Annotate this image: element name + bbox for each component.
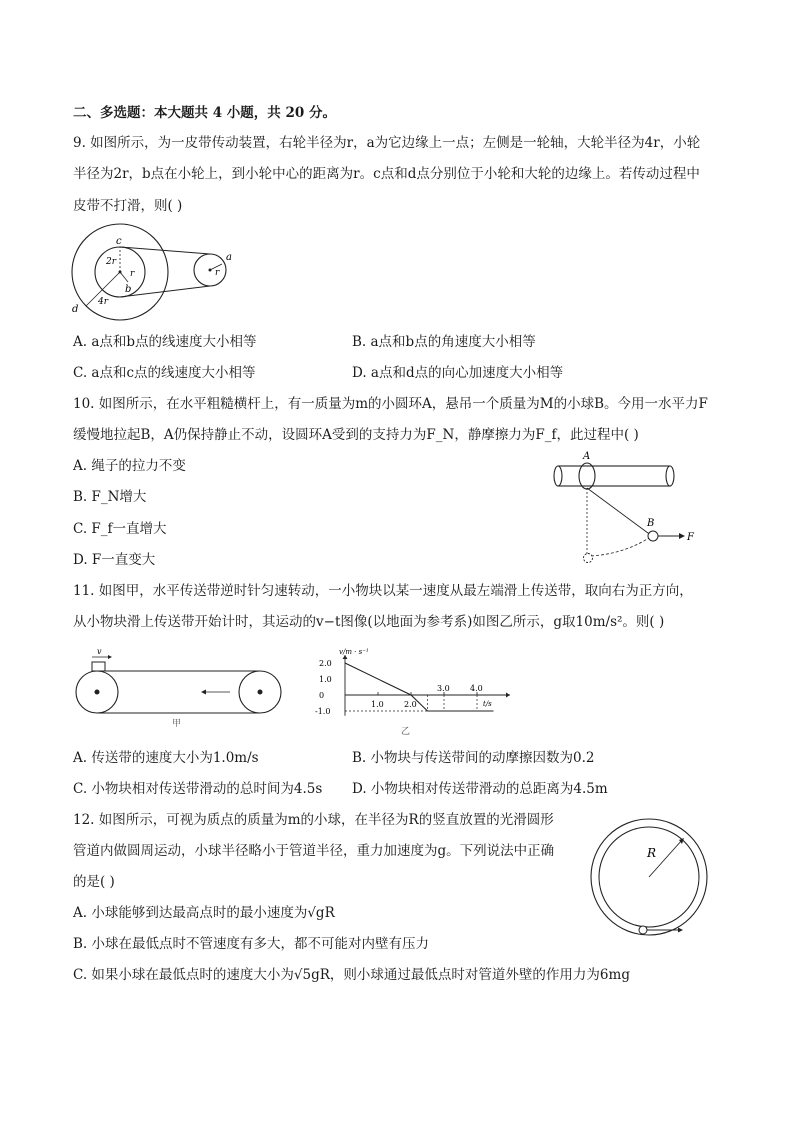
- fig9-label-2r: 2r: [106, 257, 117, 267]
- q11-stem-line-1: 11. 如图甲，水平传送带逆时针匀速转动，一小物块以某一速度从最左端滑上传送带，取向右为正方向，: [73, 583, 693, 599]
- chart-y-label: v/m · s⁻¹: [339, 648, 369, 656]
- q10-stem-line-2: 缓慢地拉起B，A仍保持静止不动，设圆环A受到的支持力为F_N，静摩擦力为F_f，此过程中( ): [73, 427, 639, 443]
- q12-circular-tube-figure: [583, 820, 728, 940]
- fig9-label-d: d: [72, 304, 79, 315]
- chart-y-tick-label: 0: [319, 691, 325, 700]
- q9-option-a: A. a点和b点的线速度大小相等: [73, 334, 257, 350]
- fig12-label-r: R: [647, 846, 657, 860]
- q12-stem-line-2: 管道内做圆周运动，小球半径略小于管道半径，重力加速度为g。下列说法中正确: [73, 843, 555, 859]
- q10-option-b: B. F_N增大: [73, 489, 147, 505]
- q10-stem-line-1: 10. 如图所示，在水平粗糙横杆上，有一质量为m的小圆环A，悬吊一个质量为M的小球B。今用一水平力F: [73, 396, 708, 412]
- chart-y-tick-label: 2.0: [319, 659, 332, 668]
- section-title: 二、多选题：本大题共 4 小题，共 20 分。: [73, 105, 336, 121]
- fig9-label-4r: 4r: [98, 297, 109, 307]
- fig11a-caption: 甲: [172, 719, 182, 729]
- q10-option-d: D. F一直变大: [73, 552, 156, 568]
- fig9-label-r: r: [130, 269, 135, 279]
- q11-conveyor-figure: [72, 648, 287, 728]
- q9-option-d: D. a点和d点的向心加速度大小相等: [352, 365, 564, 381]
- q9-option-c: C. a点和c点的线速度大小相等: [73, 365, 256, 381]
- chart-x-tick-label: 2.0: [404, 700, 417, 709]
- q10-ring-rod-figure: [553, 446, 703, 566]
- q9-stem-line-2: 半径为2r，b点在小轮上，到小轮中心的距离为r。c点和d点分别位于小轮和大轮的边缘上。若传动过程中: [73, 166, 700, 182]
- q12-option-b: B. 小球在最低点时不管速度有多大，都不可能对内壁有压力: [73, 936, 430, 952]
- fig9-label-a: a: [226, 252, 232, 263]
- chart-x-tick-label: 1.0: [371, 700, 384, 709]
- fig10-label-f: F: [687, 532, 694, 543]
- q11-option-c: C. 小物块相对传送带滑动的总时间为4.5s: [73, 781, 323, 797]
- q12-option-c: C. 如果小球在最低点时的速度大小为√5gR，则小球通过最低点时对管道外壁的作用力为6mg: [73, 967, 630, 983]
- fig9-label-b: b: [125, 284, 132, 295]
- fig11a-label-v: v: [97, 647, 102, 656]
- q12-stem-line-3: 的是( ): [73, 874, 115, 890]
- q12-option-a: A. 小球能够到达最高点时的最小速度为√gR: [73, 905, 335, 921]
- fig9-label-ra: r: [215, 268, 220, 278]
- q11-option-b: B. 小物块与传送带间的动摩擦因数为0.2: [352, 750, 595, 766]
- fig10-label-a: A: [583, 451, 591, 462]
- chart-y-tick-label: -1.0: [315, 707, 331, 716]
- q9-stem-line-3: 皮带不打滑，则( ): [73, 198, 183, 214]
- fig10-label-b: B: [647, 518, 655, 529]
- q9-belt-wheel-figure: [68, 232, 238, 317]
- q11-vt-chart: [313, 646, 503, 738]
- chart-x-arrow: [506, 693, 510, 698]
- chart-x-label: t/s: [483, 700, 492, 708]
- q10-option-a: A. 绳子的拉力不变: [73, 458, 186, 474]
- q12-stem-line-1: 12. 如图所示，可视为质点的质量为m的小球，在半径为R的竖直放置的光滑圆形: [73, 812, 554, 828]
- chart-x-tick-label: 4.0: [470, 684, 483, 693]
- q11-option-d: D. 小物块相对传送带滑动的总距离为4.5m: [352, 781, 608, 797]
- q10-option-c: C. F_f一直增大: [73, 521, 167, 537]
- q9-stem-line-1: 9. 如图所示，为一皮带传动装置，右轮半径为r，a为它边缘上一点；左侧是一轮轴，大轮半径为4r，小轮: [73, 135, 701, 151]
- q11-option-a: A. 传送带的速度大小为1.0m/s: [73, 750, 259, 766]
- fig9-label-c: c: [116, 236, 122, 247]
- chart-y-tick-label: 1.0: [319, 675, 332, 684]
- q11-stem-line-2: 从小物块滑上传送带开始计时，其运动的v−t图像(以地面为参考系)如图乙所示，g取10m/s²。则( ): [73, 614, 665, 630]
- chart-x-tick-label: 3.0: [437, 684, 450, 693]
- q9-option-b: B. a点和b点的角速度大小相等: [352, 334, 536, 350]
- chart-caption: 乙: [401, 727, 411, 737]
